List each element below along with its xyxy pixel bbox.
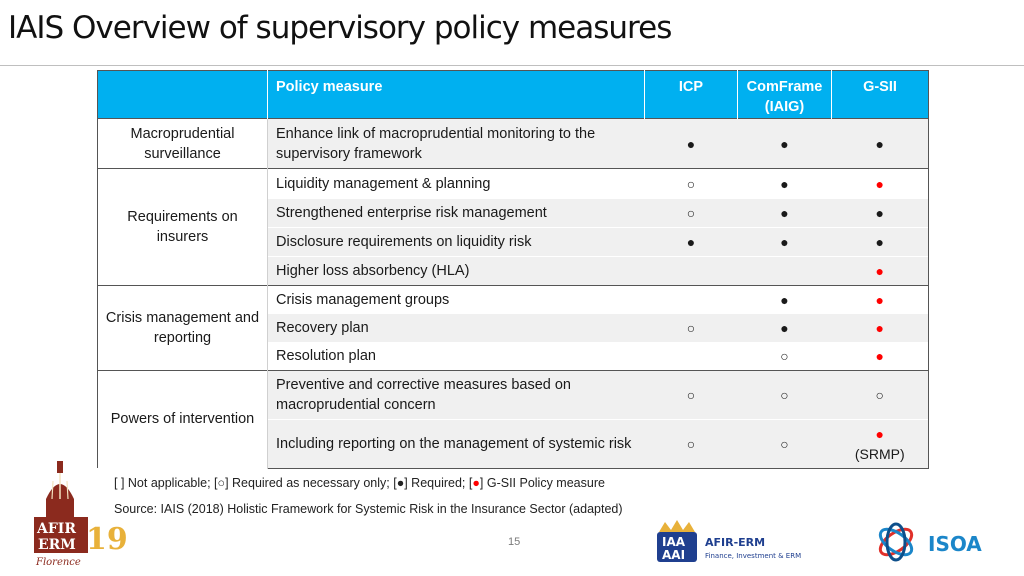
afir-erm-florence-logo [30,455,128,571]
gsii-mark-red: ● [832,314,929,342]
category-crisis-management: Crisis management and reporting [98,285,268,370]
legend-suffix: ] G-SII Policy measure [479,476,605,490]
comframe-mark: ● [738,119,832,169]
table-header-row [98,71,929,119]
afir-erm-subtitle-text: Finance, Investment & ERM [705,552,802,560]
afir-erm-text: AFIR-ERM [705,536,766,549]
gsii-mark-red: ● [832,342,929,371]
measure-cell: Disclosure requirements on liquidity risk [268,227,645,256]
comframe-mark: ● [738,227,832,256]
gsii-note-srmp: (SRMP) [854,445,905,462]
comframe-mark: ● [738,199,832,228]
category-powers-of-intervention: Powers of intervention [98,370,268,468]
afir-logo-text: AFIR [37,521,76,537]
page-number: 15 [508,536,521,548]
measure-cell: Recovery plan [268,314,645,342]
policy-measures-table [97,70,929,469]
icp-mark: ○ [645,314,738,342]
gsii-mark: ● [832,227,929,256]
measure-cell: Enhance link of macroprudential monitoring to the supervisory framework [268,119,645,169]
icp-mark: ● [645,119,738,169]
icp-mark [645,342,738,371]
gsii-mark-red: ● [832,285,929,314]
table-row [98,370,929,419]
florence-logo-text: Florence [36,557,81,568]
header-category [98,71,268,119]
measure-cell: Crisis management groups [268,285,645,314]
gsii-mark: ○ [832,370,929,419]
gsii-mark-red: ● [832,169,929,199]
measure-cell: Higher loss absorbency (HLA) [268,256,645,285]
slide-title: IAIS Overview of supervisory policy measures [8,10,672,46]
comframe-mark: ○ [738,370,832,419]
gsii-mark-red: ● [875,425,884,442]
header-comframe-line2: (IAIG) [764,99,805,115]
comframe-mark: ● [738,314,832,342]
table-row [98,285,929,314]
header-gsii: G-SII [832,71,929,119]
icp-mark: ● [645,227,738,256]
isoa-logo [872,516,992,566]
header-comframe [738,71,832,119]
icp-mark: ○ [645,199,738,228]
gsii-mark-red: ● [832,256,929,285]
category-macroprudential: Macroprudential surveillance [98,119,268,169]
gsii-mark-cell [832,419,929,468]
comframe-mark: ○ [738,342,832,371]
measure-cell: Strengthened enterprise risk management [268,199,645,228]
icp-mark [645,256,738,285]
measure-cell: Liquidity management & planning [268,169,645,199]
icp-mark [645,285,738,314]
title-divider [0,65,1024,66]
header-icp: ICP [645,71,738,119]
iaa-text: IAA [662,535,686,549]
aai-text: AAI [662,548,686,562]
source-note: Source: IAIS (2018) Holistic Framework for Systemic Risk in the Insurance Sector (adapted) [114,502,623,516]
year-logo-text: 19 [86,522,128,557]
isoa-emblem-icon [876,524,916,560]
comframe-mark: ○ [738,419,832,468]
comframe-mark: ● [738,169,832,199]
icp-mark: ○ [645,370,738,419]
header-comframe-line1: ComFrame [746,79,823,95]
icp-mark: ○ [645,169,738,199]
measure-cell: Including reporting on the management of systemic risk [268,419,645,468]
comframe-mark [738,256,832,285]
icp-mark: ○ [645,419,738,468]
erm-logo-text: ERM [38,537,76,553]
iaa-afir-erm-logo [655,518,815,568]
measure-cell: Resolution plan [268,342,645,371]
table-row [98,169,929,199]
measure-cell: Preventive and corrective measures based on macroprudential concern [268,370,645,419]
legend-red-mark: ● [472,476,480,490]
isoa-text: ISOA [928,532,982,556]
gsii-mark: ● [832,199,929,228]
category-requirements-on-insurers: Requirements on insurers [98,169,268,286]
header-policy-measure: Policy measure [268,71,645,119]
table-row [98,119,929,169]
legend-prefix: [ ] Not applicable; [○] Required as necessary only; [●] Required; [ [114,476,473,490]
gsii-mark: ● [832,119,929,169]
legend [114,476,605,490]
comframe-mark: ● [738,285,832,314]
